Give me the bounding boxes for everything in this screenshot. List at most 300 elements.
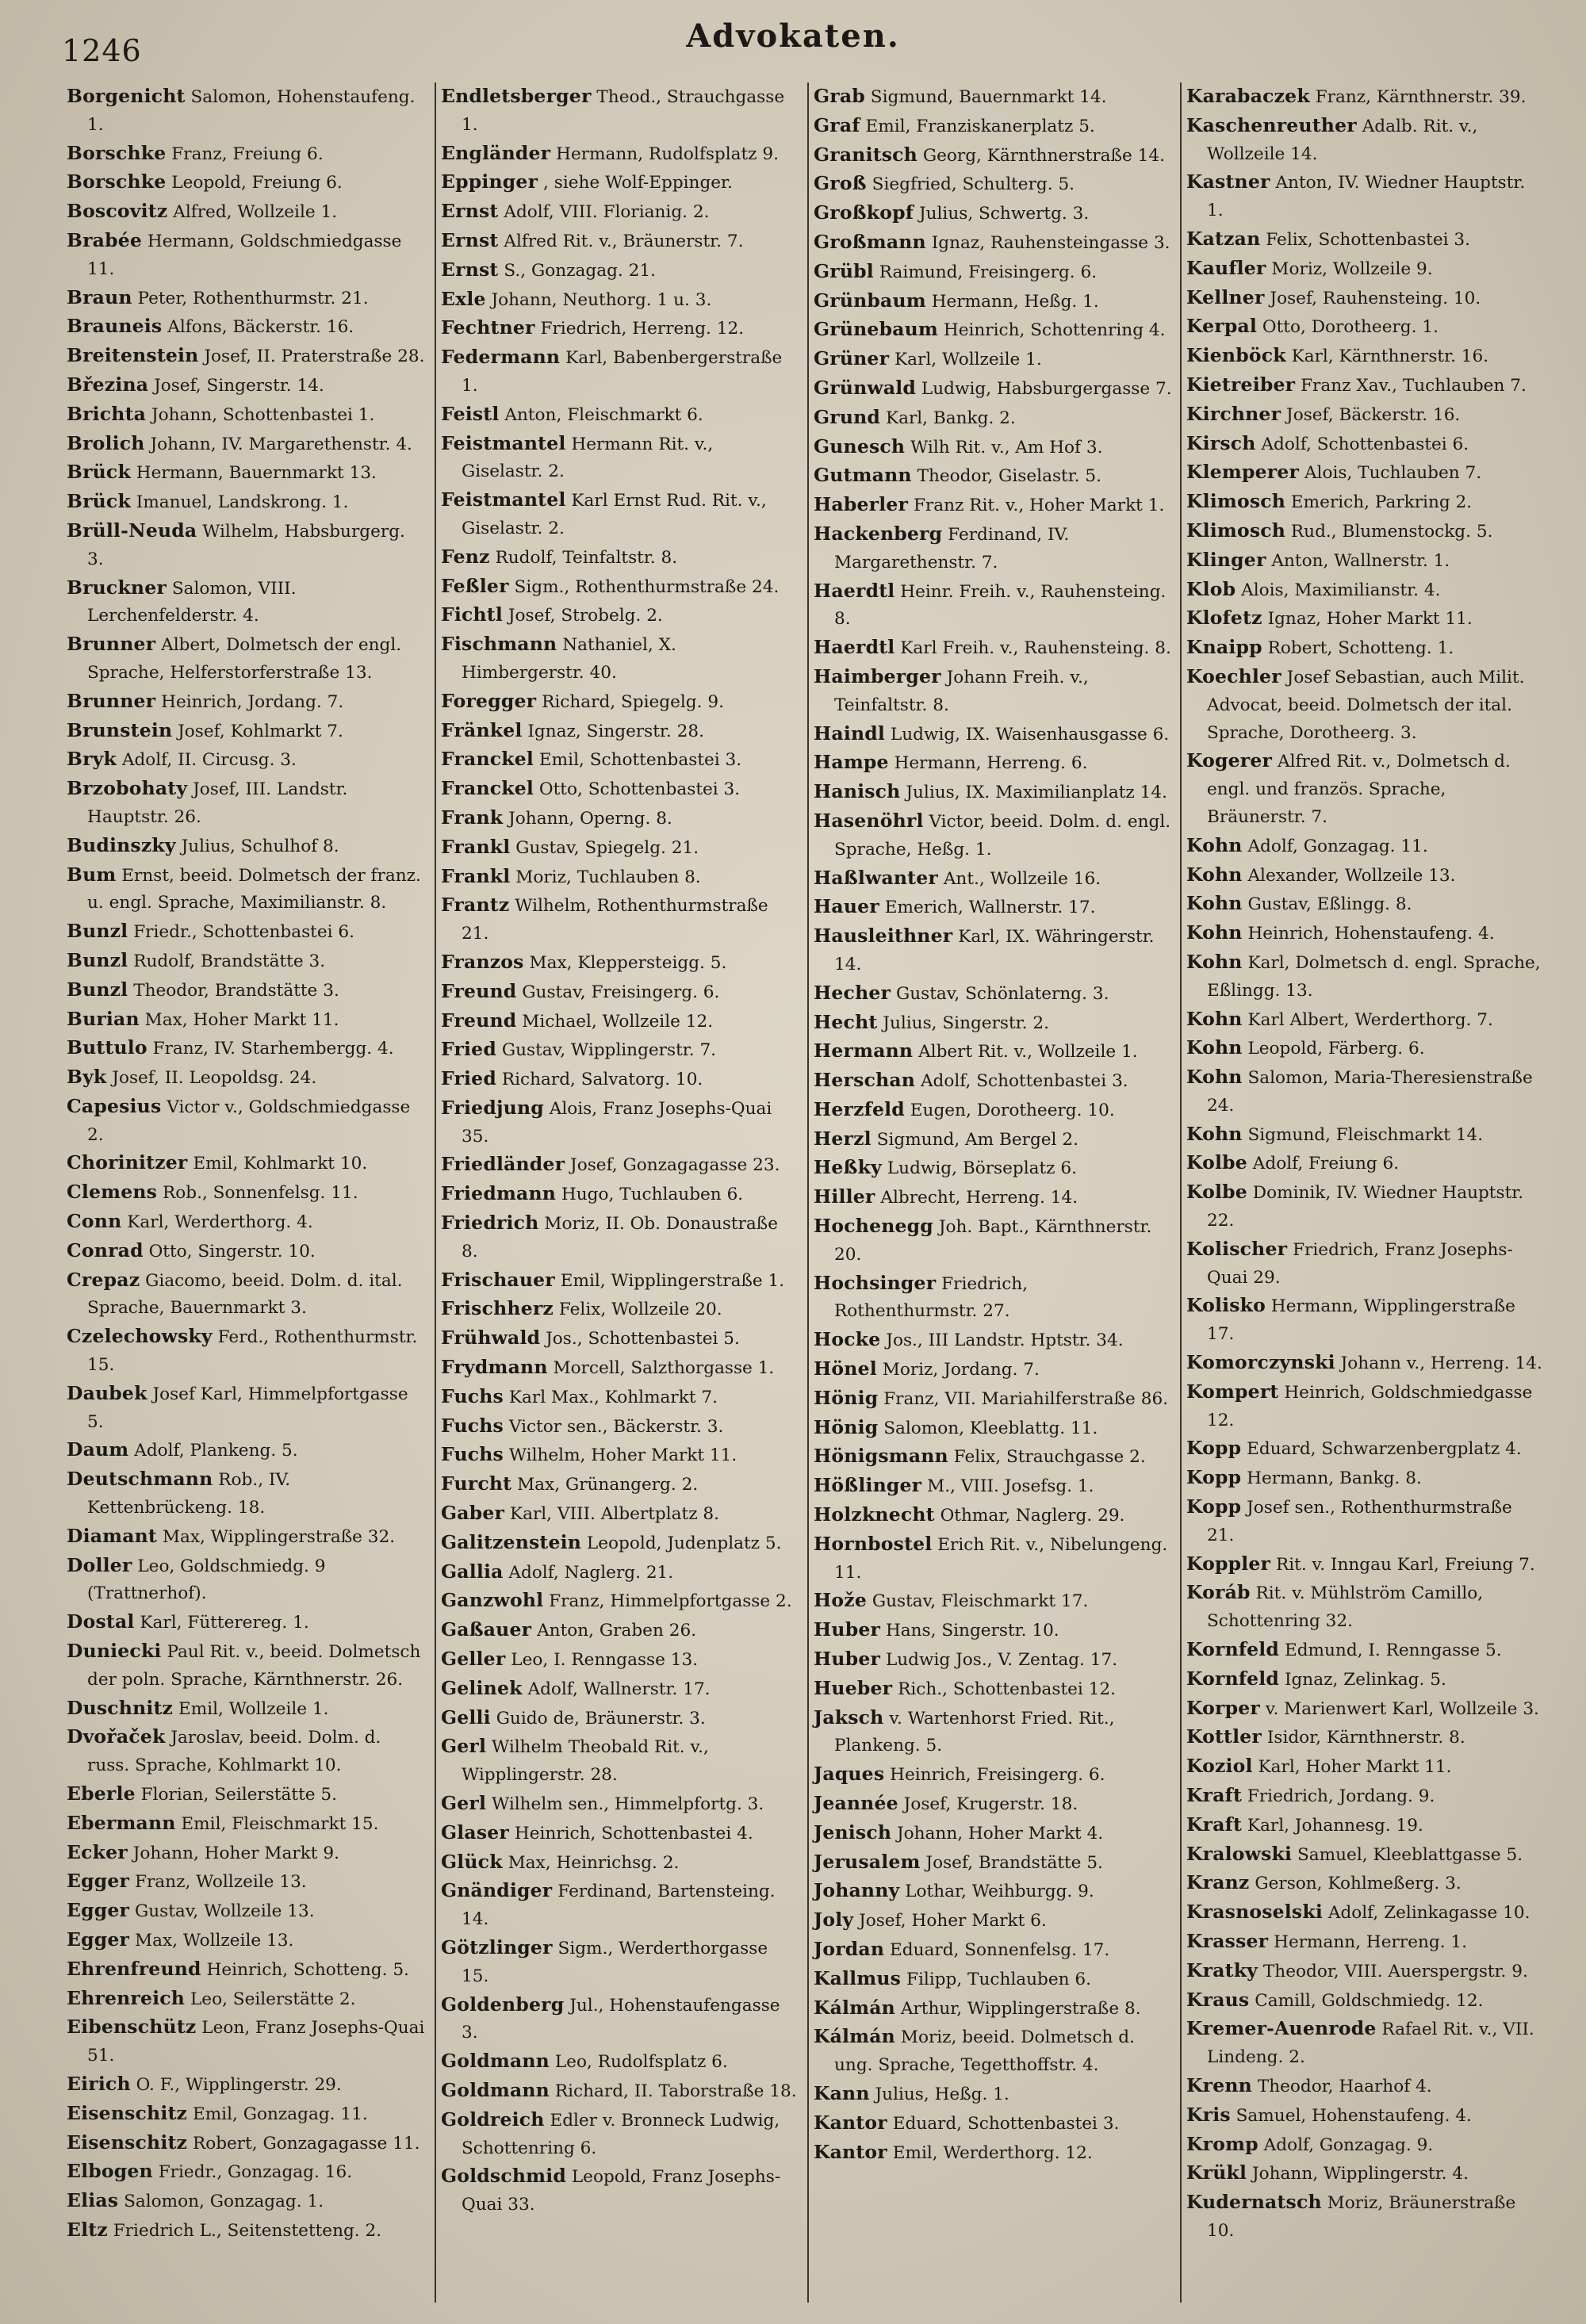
directory-entry bbox=[441, 2047, 799, 2077]
entry-surname: Frantz bbox=[441, 894, 510, 917]
directory-entry bbox=[441, 572, 799, 602]
directory-entry bbox=[67, 2187, 427, 2216]
directory-entry bbox=[441, 1007, 799, 1036]
entry-surname: Foregger bbox=[441, 689, 537, 712]
entry-details: Hermann, Herreng. 1. bbox=[1274, 1932, 1468, 1952]
entry-details: Rudolf, Teinfaltstr. 8. bbox=[495, 547, 678, 568]
entry-details: Johann v., Herreng. 14. bbox=[1340, 1353, 1542, 1374]
entry-details: Emil, Franziskanerplatz 5. bbox=[865, 116, 1095, 136]
entry-details: Karl Ernst Rud. Rit. v., Giselastr. 2. bbox=[462, 491, 767, 538]
entry-surname: Großmann bbox=[814, 230, 926, 253]
entry-surname: Brichta bbox=[67, 402, 147, 425]
entry-surname: Hönel bbox=[814, 1357, 877, 1380]
entry-details: Friedrich, Rothenthurmstr. 27. bbox=[834, 1273, 1029, 1322]
entry-surname: Ecker bbox=[67, 1840, 128, 1863]
entry-details: Hans, Singerstr. 10. bbox=[885, 1621, 1059, 1641]
entry-details: Edler v. Bronneck Ludwig, Schottenring 6. bbox=[462, 2110, 780, 2158]
entry-details: Sigmund, Bauernmarkt 14. bbox=[870, 87, 1107, 107]
entry-details: Hermann, Goldschmiedgasse 11. bbox=[87, 231, 402, 279]
directory-entry bbox=[814, 1645, 1172, 1675]
directory-entry bbox=[814, 893, 1172, 922]
directory-entry bbox=[814, 374, 1172, 404]
directory-entry bbox=[1186, 1063, 1545, 1120]
entry-surname: Gelli bbox=[441, 1706, 491, 1729]
entry-surname: Gelinek bbox=[441, 1676, 523, 1699]
entry-surname: Grünwald bbox=[814, 376, 917, 399]
entry-surname: Byk bbox=[67, 1066, 107, 1089]
entry-surname: Kohn bbox=[1186, 950, 1243, 973]
entry-surname: Huber bbox=[814, 1618, 881, 1641]
directory-entry bbox=[67, 1780, 427, 1809]
directory-entry bbox=[814, 1125, 1172, 1154]
entry-details: Franz, IV. Starhembergg. 4. bbox=[152, 1039, 394, 1059]
entry-details: Johann, Neuthorg. 1 u. 3. bbox=[491, 289, 712, 310]
directory-entry bbox=[814, 2080, 1172, 2109]
entry-details: Adolf, VIII. Florianig. 2. bbox=[504, 202, 710, 223]
entry-details: Max, Wipplingerstraße 32. bbox=[162, 1526, 396, 1547]
entry-surname: Huber bbox=[814, 1648, 881, 1671]
directory-entry bbox=[1186, 458, 1545, 488]
page-number: 1246 bbox=[62, 33, 142, 68]
directory-entry bbox=[67, 1323, 427, 1380]
entry-details: Leo, I. Renngasse 13. bbox=[511, 1650, 699, 1671]
entry-surname: Borgenicht bbox=[67, 85, 186, 107]
directory-entry bbox=[441, 948, 799, 978]
entry-surname: Hornbostel bbox=[814, 1532, 933, 1555]
entry-surname: Kogerer bbox=[1186, 749, 1273, 772]
entry-details: Gustav, Wollzeile 13. bbox=[134, 1901, 315, 1922]
entry-surname: Daubek bbox=[67, 1381, 147, 1404]
entry-surname: Elbogen bbox=[67, 2160, 153, 2183]
entry-surname: Herzl bbox=[814, 1127, 872, 1150]
entry-details: Leo, Goldschmiedg. 9 (Trattnerhof). bbox=[87, 1556, 326, 1604]
directory-entry bbox=[441, 1675, 799, 1704]
entry-surname: Doller bbox=[67, 1553, 132, 1576]
entry-surname: Clemens bbox=[67, 1181, 158, 1204]
entry-surname: Kornfeld bbox=[1186, 1667, 1280, 1690]
entry-surname: Hößlinger bbox=[814, 1474, 922, 1497]
directory-entry bbox=[814, 316, 1172, 345]
entry-details: Ignaz, Zelinkag. 5. bbox=[1284, 1669, 1446, 1690]
entry-surname: Frühwald bbox=[441, 1327, 541, 1350]
entry-details: Josef, II. Praterstraße 28. bbox=[204, 346, 425, 367]
entry-details: Eduard, Sonnenfelsg. 17. bbox=[890, 1940, 1110, 1960]
entry-surname: Eibenschütz bbox=[67, 2016, 197, 2039]
entry-surname: Hönigsmann bbox=[814, 1445, 948, 1468]
directory-entry bbox=[441, 1470, 799, 1499]
entry-details: Josef Sebastian, auch Milit. Advocat, beeid. Dolmetsch der ital. Sprache, Dorotheerg. 3. bbox=[1207, 667, 1525, 743]
entry-surname: Kratky bbox=[1186, 1958, 1258, 1981]
entry-surname: Ganzwohl bbox=[441, 1589, 544, 1612]
entry-surname: Brück bbox=[67, 461, 131, 484]
directory-entry bbox=[441, 1848, 799, 1878]
entry-surname: Feistmantel bbox=[441, 488, 566, 511]
entry-surname: Kirsch bbox=[1186, 431, 1256, 454]
directory-entry bbox=[1186, 1434, 1545, 1464]
directory-entry bbox=[814, 1675, 1172, 1704]
entry-surname: Crepaz bbox=[67, 1268, 140, 1291]
directory-entry bbox=[814, 141, 1172, 170]
entry-surname: Goldmann bbox=[441, 2050, 550, 2073]
entry-surname: Freund bbox=[441, 979, 517, 1002]
entry-details: Samuel, Hohenstaufeng. 4. bbox=[1235, 2105, 1472, 2126]
entry-surname: Jenisch bbox=[814, 1821, 892, 1844]
directory-entry bbox=[1186, 948, 1545, 1005]
entry-details: Johann, Wipplingerstr. 4. bbox=[1251, 2164, 1469, 2184]
entry-surname: Kohn bbox=[1186, 833, 1243, 856]
directory-entry bbox=[814, 1848, 1172, 1878]
entry-surname: Fried bbox=[441, 1067, 496, 1090]
entry-details: Adolf, II. Circusg. 3. bbox=[121, 750, 297, 771]
entry-details: Adolf, Gonzagag. 9. bbox=[1263, 2134, 1434, 2155]
directory-entry bbox=[441, 1065, 799, 1094]
entry-details: Erich Rit. v., Nibelungeng. 11. bbox=[834, 1534, 1168, 1583]
entry-details: Adolf, Wallnerstr. 17. bbox=[527, 1679, 711, 1699]
directory-entry bbox=[67, 517, 427, 574]
entry-surname: Joly bbox=[814, 1909, 854, 1932]
entry-details: Ferdinand, Bartensteing. 14. bbox=[462, 1882, 776, 1930]
entry-details: Robert, Gonzagagasse 11. bbox=[192, 2133, 420, 2154]
entry-surname: Friedländer bbox=[441, 1153, 565, 1176]
entry-surname: Grund bbox=[814, 405, 881, 428]
entry-details: Rit. v. Mühlström Camillo, Schottenring 32. bbox=[1207, 1583, 1484, 1632]
entry-surname: Glaser bbox=[441, 1821, 509, 1844]
entry-surname: Jeannée bbox=[814, 1792, 898, 1815]
entry-details: Franz, Wollzeile 13. bbox=[134, 1872, 307, 1893]
directory-entry bbox=[67, 1436, 427, 1465]
entry-details: Emil, Fleischmarkt 15. bbox=[181, 1813, 379, 1834]
running-head: Advokaten. bbox=[686, 17, 900, 55]
entry-surname: Brzobohaty bbox=[67, 777, 188, 800]
entry-details: Alois, Maximilianstr. 4. bbox=[1241, 580, 1441, 600]
entry-details: Ignaz, Hoher Markt 11. bbox=[1267, 609, 1473, 630]
entry-surname: Conn bbox=[67, 1210, 122, 1233]
entry-details: Ludwig, Börseplatz 6. bbox=[887, 1158, 1078, 1179]
entry-details: Karl, Dolmetsch d. engl. Sprache, Eßlingg. 13. bbox=[1207, 952, 1541, 1001]
entry-surname: Kietreiber bbox=[1186, 373, 1296, 396]
entry-surname: Brunner bbox=[67, 689, 156, 712]
entry-details: Leopold, Judenplatz 5. bbox=[586, 1533, 782, 1553]
directory-entry bbox=[67, 1149, 427, 1178]
entry-surname: Bryk bbox=[67, 748, 117, 771]
directory-entry bbox=[441, 1209, 799, 1266]
entry-surname: Hochenegg bbox=[814, 1215, 933, 1238]
entry-details: Theodor, Brandstätte 3. bbox=[133, 980, 339, 1001]
entry-details: Karl Max., Kohlmarkt 7. bbox=[508, 1387, 718, 1407]
entry-details: Edmund, I. Renngasse 5. bbox=[1284, 1641, 1502, 1661]
entry-surname: Komorczynski bbox=[1186, 1351, 1335, 1374]
directory-entry bbox=[441, 1151, 799, 1180]
directory-entry bbox=[67, 1063, 427, 1093]
entry-surname: Brüll-Neuda bbox=[67, 519, 197, 542]
directory-entry bbox=[814, 461, 1172, 491]
directory-entry bbox=[67, 1178, 427, 1208]
directory-entry bbox=[814, 1906, 1172, 1935]
entry-surname: Krasnoselski bbox=[1186, 1901, 1323, 1924]
entry-details: Julius, Schwertg. 3. bbox=[918, 204, 1090, 224]
entry-details: Eugen, Dorotheerg. 10. bbox=[910, 1100, 1115, 1120]
entry-details: Jul., Hohenstaufengasse 3. bbox=[462, 1995, 780, 2043]
entry-details: Leo, Seilerstätte 2. bbox=[190, 1989, 356, 2009]
entry-details: Salomon, Gonzagag. 1. bbox=[124, 2192, 324, 2212]
entry-surname: Hueber bbox=[814, 1676, 893, 1699]
entry-details: Otto, Schottenbastei 3. bbox=[538, 779, 741, 800]
entry-surname: Ernst bbox=[441, 258, 499, 281]
directory-entry bbox=[1186, 1464, 1545, 1493]
directory-entry bbox=[1186, 919, 1545, 948]
directory-entry bbox=[1186, 576, 1545, 605]
entry-surname: Kastner bbox=[1186, 170, 1270, 193]
directory-entry bbox=[1186, 2159, 1545, 2188]
directory-entry bbox=[67, 1093, 427, 1150]
entry-details: Theodor, VIII. Auerspergstr. 9. bbox=[1262, 1961, 1528, 1981]
directory-entry bbox=[441, 1441, 799, 1470]
entry-details: Heinrich, Schotteng. 5. bbox=[206, 1959, 409, 1980]
entry-surname: Kohn bbox=[1186, 892, 1243, 915]
entry-surname: Franzos bbox=[441, 950, 524, 973]
entry-surname: Fechtner bbox=[441, 316, 535, 339]
entry-surname: Hecht bbox=[814, 1010, 878, 1033]
directory-column bbox=[807, 82, 1180, 2303]
entry-surname: Gaßauer bbox=[441, 1618, 532, 1641]
entry-details: Anton, IV. Wiedner Hauptstr. 1. bbox=[1207, 173, 1526, 221]
entry-details: Gerson, Kohlmeßerg. 3. bbox=[1255, 1874, 1461, 1894]
entry-details: Friedrich, Jordang. 9. bbox=[1247, 1786, 1435, 1807]
entry-details: Karl, Johannesg. 19. bbox=[1247, 1815, 1423, 1836]
entry-surname: Kálmán bbox=[814, 1996, 895, 2019]
entry-surname: Borschke bbox=[67, 141, 167, 164]
entry-surname: Freund bbox=[441, 1009, 517, 1032]
entry-surname: Eisenschitz bbox=[67, 2131, 188, 2154]
entry-surname: Klimosch bbox=[1186, 490, 1286, 513]
entry-surname: Frank bbox=[441, 806, 504, 829]
entry-surname: Grübl bbox=[814, 259, 874, 282]
entry-surname: Kohn bbox=[1186, 1007, 1243, 1030]
entry-details: Lothar, Weihburgg. 9. bbox=[905, 1882, 1094, 1902]
directory-entry bbox=[814, 1355, 1172, 1384]
directory-entry bbox=[67, 861, 427, 918]
directory-entry bbox=[67, 2100, 427, 2129]
directory-entry bbox=[67, 1926, 427, 1955]
entry-surname: Kellner bbox=[1186, 285, 1265, 308]
entry-details: Emil, Wipplingerstraße 1. bbox=[560, 1270, 785, 1291]
directory-entry bbox=[441, 1934, 799, 1991]
directory-entry bbox=[441, 400, 799, 430]
directory-entry bbox=[67, 947, 427, 976]
entry-surname: Bruckner bbox=[67, 576, 167, 599]
directory-entry bbox=[1186, 1120, 1545, 1150]
entry-details: Rob., Sonnenfelsg. 11. bbox=[163, 1183, 358, 1204]
entry-surname: Frankl bbox=[441, 835, 511, 858]
entry-surname: Franckel bbox=[441, 748, 534, 771]
directory-entry bbox=[441, 804, 799, 833]
entry-details: Ferd., Rothenthurmstr. 15. bbox=[87, 1327, 418, 1376]
directory-entry bbox=[814, 1269, 1172, 1327]
entry-surname: Kohn bbox=[1186, 1066, 1243, 1089]
directory-entry bbox=[814, 170, 1172, 199]
directory-entry bbox=[814, 1760, 1172, 1790]
directory-entry bbox=[67, 917, 427, 947]
entry-surname: Brabée bbox=[67, 228, 143, 251]
entry-surname: Kraft bbox=[1186, 1784, 1242, 1807]
entry-details: Theodor, Giselastr. 5. bbox=[917, 466, 1101, 487]
entry-surname: Fischmann bbox=[441, 633, 557, 656]
entry-details: Karl Albert, Werderthorg. 7. bbox=[1247, 1009, 1493, 1030]
entry-details: Josef, II. Leopoldsg. 24. bbox=[112, 1068, 317, 1089]
entry-surname: Braun bbox=[67, 285, 132, 308]
directory-entry bbox=[814, 1066, 1172, 1096]
directory-entry bbox=[67, 2157, 427, 2187]
entry-surname: Galitzenstein bbox=[441, 1530, 582, 1553]
entry-details: Josef, Kohlmarkt 7. bbox=[178, 721, 343, 741]
entry-details: Friedrich L., Seitenstetteng. 2. bbox=[113, 2220, 382, 2241]
entry-details: Julius, IX. Maximilianplatz 14. bbox=[906, 783, 1167, 803]
entry-details: Georg, Kärnthnerstraße 14. bbox=[922, 145, 1165, 166]
entry-details: Franz Rit. v., Hoher Markt 1. bbox=[913, 496, 1165, 516]
directory-entry bbox=[441, 717, 799, 746]
entry-details: Ant., Wollzeile 16. bbox=[943, 868, 1101, 889]
entry-surname: Jordan bbox=[814, 1938, 885, 1960]
entry-surname: Goldschmid bbox=[441, 2165, 566, 2188]
directory-entry bbox=[814, 1790, 1172, 1819]
directory-entry bbox=[1186, 1235, 1545, 1292]
entry-details: Felix, Strauchgasse 2. bbox=[953, 1447, 1146, 1468]
entry-details: Morcell, Salzthorgasse 1. bbox=[553, 1358, 775, 1379]
entry-surname: Grünbaum bbox=[814, 289, 926, 312]
entry-surname: Frankl bbox=[441, 864, 511, 887]
directory-entry bbox=[441, 2077, 799, 2106]
entry-surname: Götzlinger bbox=[441, 1936, 553, 1958]
directory-entry bbox=[1186, 747, 1545, 831]
directory-entry bbox=[441, 1412, 799, 1441]
directory-entry bbox=[814, 720, 1172, 749]
directory-entry bbox=[67, 430, 427, 459]
entry-details: Nathaniel, X. Himbergerstr. 40. bbox=[462, 635, 676, 683]
entry-surname: Frischherz bbox=[441, 1297, 554, 1320]
directory-entry bbox=[441, 1383, 799, 1412]
entry-surname: Duniecki bbox=[67, 1640, 162, 1663]
entry-surname: Furcht bbox=[441, 1472, 512, 1495]
directory-entry bbox=[67, 775, 427, 832]
entry-details: Josef, Hoher Markt 6. bbox=[859, 1911, 1047, 1932]
entry-details: Josef, Krugerstr. 18. bbox=[903, 1794, 1078, 1815]
directory-entry bbox=[1186, 861, 1545, 890]
directory-entry bbox=[814, 807, 1172, 864]
directory-entry bbox=[814, 1326, 1172, 1355]
directory-entry bbox=[441, 82, 799, 140]
directory-entry bbox=[814, 979, 1172, 1009]
directory-entry bbox=[441, 863, 799, 892]
directory-entry bbox=[441, 1732, 799, 1790]
directory-entry bbox=[1186, 1811, 1545, 1840]
entry-details: Johann, Hoher Markt 4. bbox=[896, 1823, 1104, 1844]
entry-surname: Kerpal bbox=[1186, 315, 1258, 338]
directory-entry bbox=[441, 1616, 799, 1645]
directory-entry bbox=[67, 1637, 427, 1694]
entry-details: Jos., III Landstr. Hptstr. 34. bbox=[886, 1330, 1124, 1351]
directory-entry bbox=[67, 1897, 427, 1926]
directory-entry bbox=[441, 687, 799, 717]
entry-surname: Brunstein bbox=[67, 718, 173, 741]
directory-entry bbox=[1186, 2015, 1545, 2072]
directory-entry bbox=[1186, 1986, 1545, 2016]
directory-entry bbox=[67, 342, 427, 371]
directory-entry bbox=[441, 630, 799, 687]
directory-entry bbox=[1186, 890, 1545, 919]
entry-details: Emerich, Parkring 2. bbox=[1290, 492, 1473, 513]
entry-surname: Goldenberg bbox=[441, 1993, 565, 2016]
entry-surname: Jerusalem bbox=[814, 1850, 921, 1873]
entry-details: Michael, Wollzeile 12. bbox=[522, 1011, 714, 1032]
entry-details: Hermann Rit. v., Giselastr. 2. bbox=[462, 434, 714, 482]
directory-entry bbox=[441, 256, 799, 285]
entry-details: S., Gonzagag. 21. bbox=[504, 260, 656, 281]
entry-surname: Grüner bbox=[814, 347, 890, 370]
entry-surname: Egger bbox=[67, 1870, 130, 1893]
entry-surname: Kolischer bbox=[1186, 1237, 1288, 1260]
entry-surname: Geller bbox=[441, 1648, 506, 1671]
entry-details: Richard, Spiegelg. 9. bbox=[542, 691, 724, 712]
entry-surname: Kaschenreuther bbox=[1186, 113, 1357, 136]
entry-surname: Ernst bbox=[441, 200, 499, 223]
entry-surname: Kálmán bbox=[814, 2025, 895, 2048]
directory-entry bbox=[67, 1809, 427, 1839]
entry-details: Victor, beeid. Dolm. d. engl. Sprache, Heßg. 1. bbox=[834, 811, 1171, 860]
directory-entry bbox=[814, 778, 1172, 807]
directory-entry bbox=[67, 1237, 427, 1266]
directory-entry bbox=[814, 1414, 1172, 1443]
entry-details: Robert, Schotteng. 1. bbox=[1267, 638, 1454, 659]
entry-details: Josef, Brandstätte 5. bbox=[925, 1852, 1103, 1873]
directory-entry bbox=[441, 745, 799, 775]
directory-entry bbox=[441, 1790, 799, 1819]
entry-surname: Boscovitz bbox=[67, 200, 168, 223]
entry-surname: Grab bbox=[814, 85, 865, 107]
entry-details: Adolf, Naglerg. 21. bbox=[508, 1562, 674, 1583]
entry-surname: Kohn bbox=[1186, 1036, 1243, 1059]
entry-surname: Deutschmann bbox=[67, 1468, 213, 1491]
entry-surname: Hausleithner bbox=[814, 925, 953, 948]
entry-surname: Klemperer bbox=[1186, 461, 1300, 484]
entry-surname: Burian bbox=[67, 1007, 140, 1030]
entry-details: Albert Rit. v., Wollzeile 1. bbox=[918, 1042, 1138, 1062]
entry-details: Peter, Rothenthurmstr. 21. bbox=[137, 288, 369, 308]
entry-details: Alexander, Wollzeile 13. bbox=[1247, 865, 1456, 886]
directory-entry bbox=[441, 775, 799, 804]
entry-surname: Gunesch bbox=[814, 435, 906, 458]
entry-surname: Kranz bbox=[1186, 1871, 1250, 1894]
directory-entry bbox=[67, 1723, 427, 1780]
entry-surname: Endletsberger bbox=[441, 85, 592, 107]
entry-details: Friedrich, Franz Josephs-Quai 29. bbox=[1207, 1239, 1513, 1288]
directory-entry bbox=[441, 168, 799, 197]
entry-surname: Großkopf bbox=[814, 201, 914, 224]
entry-details: Joh. Bapt., Kärnthnerstr. 20. bbox=[834, 1217, 1152, 1265]
directory-columns bbox=[62, 82, 1553, 2303]
entry-surname: Daum bbox=[67, 1438, 129, 1461]
directory-column bbox=[62, 82, 435, 2303]
directory-entry bbox=[67, 1552, 427, 1609]
entry-surname: Korper bbox=[1186, 1696, 1260, 1719]
entry-details: Victor v., Goldschmiedgasse 2. bbox=[87, 1097, 411, 1145]
entry-surname: Feistmantel bbox=[441, 431, 566, 454]
directory-entry bbox=[441, 285, 799, 315]
directory-entry bbox=[67, 832, 427, 861]
directory-entry bbox=[67, 1380, 427, 1437]
entry-details: Leo, Rudolfsplatz 6. bbox=[554, 2052, 728, 2073]
entry-details: Friedr., Gonzagag. 16. bbox=[158, 2162, 353, 2183]
directory-entry bbox=[1186, 1005, 1545, 1035]
